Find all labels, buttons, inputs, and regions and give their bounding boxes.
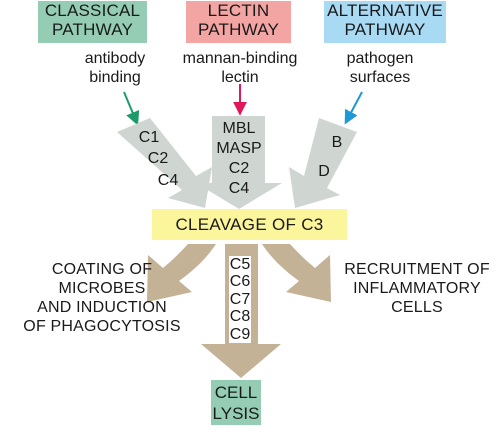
lectin-factor-c2: C2 bbox=[228, 160, 250, 177]
alternative-trigger-line2: surfaces bbox=[349, 69, 411, 86]
alternative-trigger bbox=[330, 49, 430, 87]
left-outcome-line3: AND INDUCTION bbox=[37, 299, 167, 316]
left-outcome-line1: COATING OF bbox=[51, 261, 153, 278]
classical-trigger-line2: binding bbox=[89, 69, 141, 86]
classical-factor-c1: C1 bbox=[138, 129, 160, 146]
alternative-pathway-box bbox=[324, 1, 446, 43]
lectin-pathway-subtitle: PATHWAY bbox=[197, 20, 280, 39]
left-outcome-line4: OF PHAGOCYTOSIS bbox=[23, 318, 181, 335]
lectin-pathway-box bbox=[186, 1, 291, 43]
component-c8: C8 bbox=[229, 308, 251, 326]
lectin-factor-masp: MASP bbox=[216, 140, 262, 157]
alternative-trigger-arrow bbox=[346, 92, 362, 122]
terminal-components-column bbox=[229, 256, 251, 343]
alternative-factor-b: B bbox=[331, 134, 343, 151]
classical-pathway-title: CLASSICAL bbox=[44, 1, 141, 20]
component-c9: C9 bbox=[229, 325, 251, 343]
right-outcome-text bbox=[332, 260, 502, 317]
cell-lysis-line1: CELL bbox=[214, 383, 258, 402]
right-outcome-line1: RECRUITMENT OF bbox=[344, 261, 490, 278]
classical-factor-c2: C2 bbox=[147, 150, 169, 167]
classical-trigger bbox=[60, 49, 170, 87]
component-c5: C5 bbox=[229, 256, 251, 273]
cell-lysis-box bbox=[211, 380, 261, 425]
right-outcome-line2: INFLAMMATORY bbox=[353, 280, 481, 297]
component-c7: C7 bbox=[229, 290, 251, 308]
lectin-factor-mbl: MBL bbox=[222, 120, 256, 137]
component-c6: C6 bbox=[229, 273, 251, 291]
alternative-factor-d: D bbox=[318, 163, 330, 180]
cell-lysis-line2: LYSIS bbox=[212, 404, 260, 423]
classical-pathway-box bbox=[38, 1, 147, 43]
lectin-trigger bbox=[174, 49, 306, 87]
right-tan-arrow bbox=[262, 244, 331, 302]
classical-trigger-line1: antibody bbox=[84, 50, 146, 67]
classical-pathway-subtitle: PATHWAY bbox=[51, 20, 134, 39]
classical-trigger-arrow bbox=[124, 92, 137, 123]
lectin-factor-c4: C4 bbox=[228, 180, 250, 197]
cleavage-of-c3-box: CLEAVAGE OF C3 bbox=[152, 209, 347, 240]
left-outcome-text bbox=[12, 260, 192, 336]
lectin-pathway-title: LECTIN bbox=[207, 1, 270, 20]
lectin-trigger-line2: lectin bbox=[221, 69, 259, 86]
classical-factor-c4: C4 bbox=[157, 172, 179, 189]
alternative-pathway-subtitle: PATHWAY bbox=[344, 20, 426, 39]
left-outcome-line2: MICROBES bbox=[58, 280, 146, 297]
right-outcome-line3: CELLS bbox=[391, 299, 443, 316]
lectin-trigger-line1: mannan-binding bbox=[182, 50, 298, 67]
alternative-trigger-line1: pathogen bbox=[346, 50, 414, 67]
alternative-pathway-title: ALTERNATIVE bbox=[327, 1, 443, 20]
